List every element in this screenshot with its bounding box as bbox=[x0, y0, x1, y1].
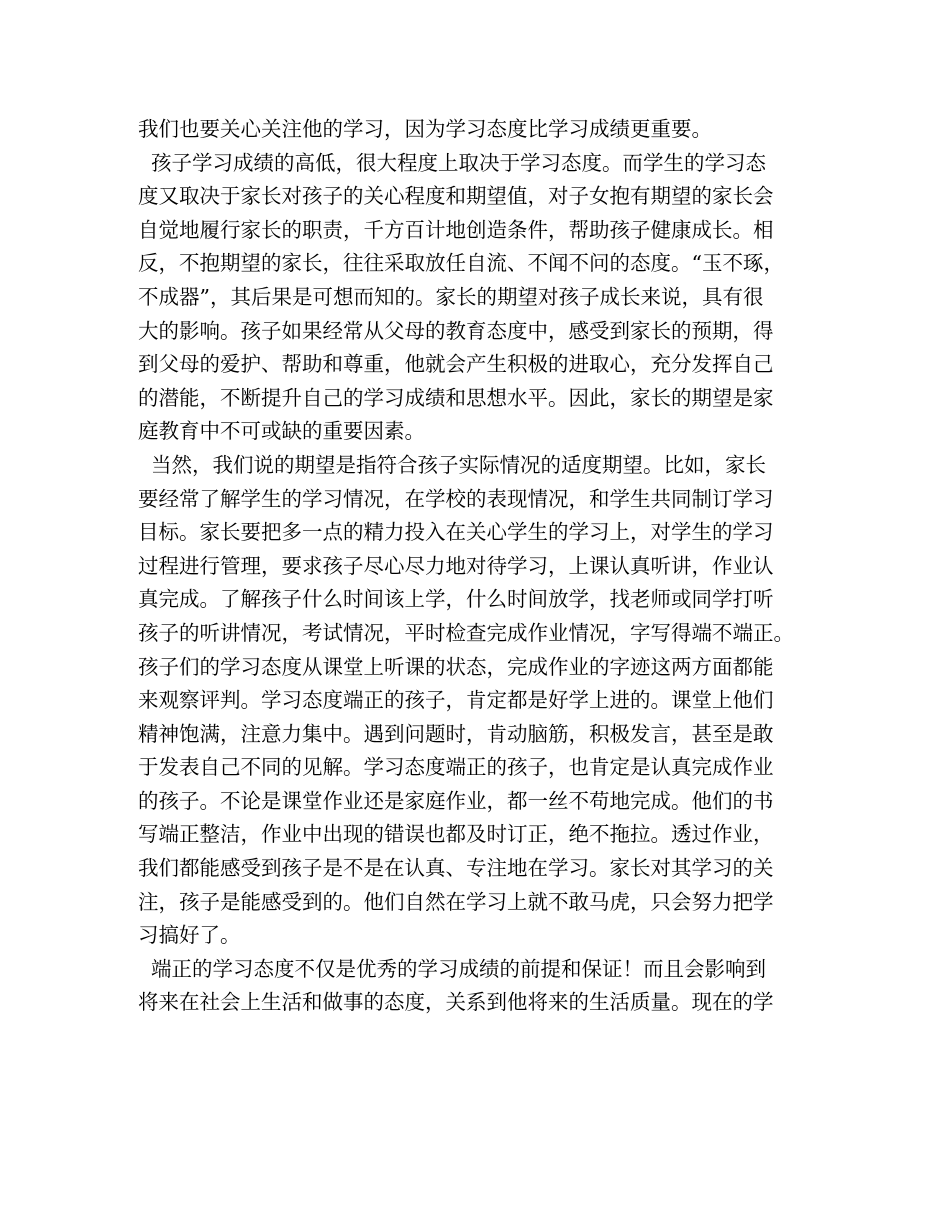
text-line-6: 不成器”，其后果是可想而知的。家长的期望对孩子成长来说，具有很 bbox=[138, 284, 764, 309]
text-line-23: 我们都能感受到孩子是不是在认真、专注地在学习。家长对其学习的关 bbox=[138, 856, 774, 881]
text-line-15: 真完成。了解孩子什么时间该上学，什么时间放学，找老师或同学打听 bbox=[138, 587, 774, 612]
text-line-21: 的孩子。不论是课堂作业还是家庭作业，都一丝不苟地完成。他们的书 bbox=[138, 788, 774, 813]
text-line-19: 精神饱满，注意力集中。遇到问题时，肯动脑筋，积极发言，甚至是敢 bbox=[138, 721, 774, 746]
text-line-3: 度又取决于家长对孩子的关心程度和期望值，对子女抱有期望的家长会 bbox=[138, 184, 774, 209]
text-line-8: 到父母的爱护、帮助和尊重，他就会产生积极的进取心，充分发挥自己 bbox=[138, 352, 774, 377]
text-line-7: 大的影响。孩子如果经常从父母的教育态度中，感受到家长的预期，得 bbox=[138, 318, 774, 343]
text-line-24: 注，孩子是能感受到的。他们自然在学习上就不敢马虎，只会努力把学 bbox=[138, 889, 774, 914]
text-line-18: 来观察评判。学习态度端正的孩子，肯定都是好学上进的。课堂上他们 bbox=[138, 688, 774, 713]
text-line-13: 目标。家长要把多一点的精力投入在关心学生的学习上，对学生的学习 bbox=[138, 520, 774, 545]
text-line-27: 将来在社会上生活和做事的态度，关系到他将来的生活质量。现在的学 bbox=[138, 990, 774, 1015]
text-line-26: 端正的学习态度不仅是优秀的学习成绩的前提和保证！而且会影响到 bbox=[138, 956, 767, 981]
document-body bbox=[138, 113, 828, 1020]
text-line-9: 的潜能，不断提升自己的学习成绩和思想水平。因此，家长的期望是家 bbox=[138, 385, 774, 410]
text-line-2: 孩子学习成绩的高低，很大程度上取决于学习态度。而学生的学习态 bbox=[138, 150, 767, 175]
text-line-25: 习搞好了。 bbox=[138, 923, 241, 948]
text-line-10: 庭教育中不可或缺的重要因素。 bbox=[138, 419, 425, 444]
text-line-11: 当然，我们说的期望是指符合孩子实际情况的适度期望。比如，家长 bbox=[138, 452, 767, 477]
text-line-1: 我们也要关心关注他的学习，因为学习态度比学习成绩更重要。 bbox=[138, 117, 712, 141]
text-line-12: 要经常了解学生的学习情况，在学校的表现情况，和学生共同制订学习 bbox=[138, 486, 774, 511]
text-line-14: 过程进行管理，要求孩子尽心尽力地对待学习，上课认真听讲，作业认 bbox=[138, 553, 774, 578]
text-line-17: 孩子们的学习态度从课堂上听课的状态，完成作业的字迹这两方面都能 bbox=[138, 654, 774, 679]
text-line-20: 于发表自己不同的见解。学习态度端正的孩子，也肯定是认真完成作业 bbox=[138, 755, 774, 780]
text-line-16: 孩子的听讲情况，考试情况，平时检查完成作业情况，字写得端不端正。 bbox=[138, 620, 794, 645]
text-line-22: 写端正整洁，作业中出现的错误也都及时订正，绝不拖拉。透过作业， bbox=[138, 822, 774, 847]
text-line-4: 自觉地履行家长的职责，千方百计地创造条件，帮助孩子健康成长。相 bbox=[138, 217, 774, 242]
text-line-5: 反，不抱期望的家长，往往采取放任自流、不闻不问的态度。“玉不琢， bbox=[138, 251, 784, 276]
